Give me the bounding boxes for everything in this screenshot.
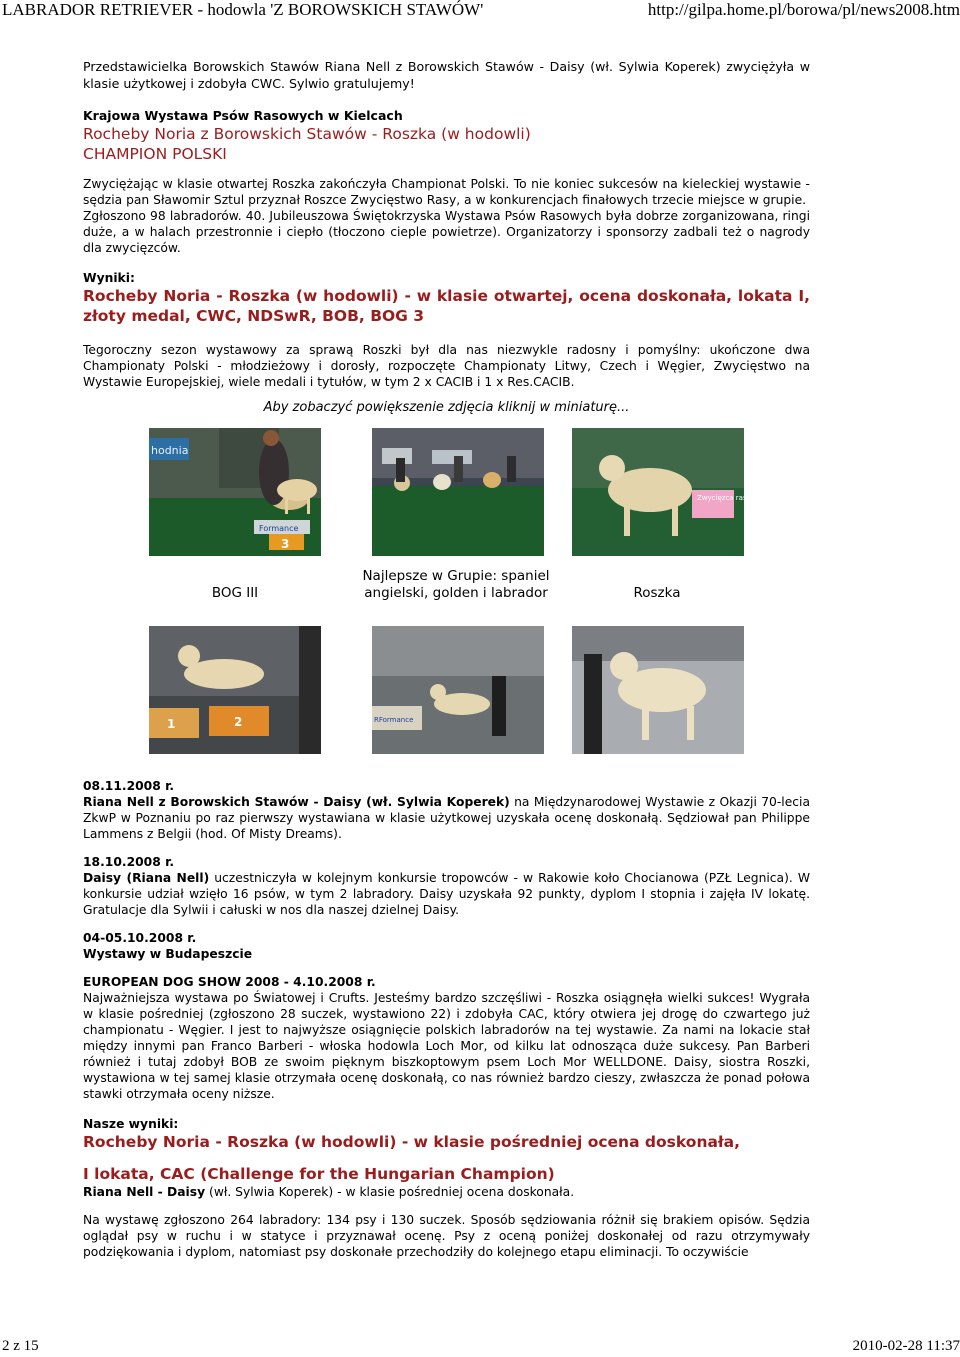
kielce-result: Rocheby Noria - Roszka (w hodowli) - w klasie otwartej, ocena doskonała, lokata I, złoty medal, CWC, NDSwR, BOB, BOG 3 xyxy=(83,287,810,325)
season-paragraph: Tegoroczny sezon wystawowy za sprawą Roszki był dla nas niezwykle radosny i pomyślny: ukończone dwa Championaty Polski - młodzieżowy i dorosły, rozpoczęte Championaty Litwy, Czech i Węgier, Zwycięstwo na Wystawie Europejskiej, wiele medali i tytułów, w tym 2 x CACIB i 1 x Res.CACIB. xyxy=(83,343,810,389)
results-label: Wyniki: xyxy=(83,271,135,285)
kielce-event-title: Krajowa Wystawa Psów Rasowych w Kielcach xyxy=(83,108,403,123)
daisy-text: (wł. Sylwia Koperek) - w klasie pośredniej ocena doskonała. xyxy=(205,1185,575,1199)
champion-heading: CHAMPION POLSKI xyxy=(83,145,227,163)
intro-paragraph: Przedstawicielka Borowskich Stawów Riana Nell z Borowskich Stawów - Daisy (wł. Sylwia Koperek) zwyciężyła w klasie użytkowej i zdobyła CWC. Sylwio gratulujemy! xyxy=(83,59,810,91)
print-footer xyxy=(0,1338,960,1356)
click-hint: Aby zobaczyć powiększenie zdjęcia kliknij w miniaturę... xyxy=(263,400,630,415)
print-datetime: 2010-02-28 11:37 xyxy=(852,1338,960,1354)
photo-bog-iii[interactable] xyxy=(149,428,321,556)
budapest-date: 04-05.10.2008 r. xyxy=(83,931,197,945)
page-content xyxy=(83,58,810,1260)
document-url: http://gilpa.home.pl/borowa/pl/news2008.htm xyxy=(647,0,960,19)
place-1-text: 1 xyxy=(167,717,176,731)
photo-sign-text: hodnia xyxy=(151,444,189,457)
formance-text: Formance xyxy=(259,524,299,533)
daisy-bold: Riana Nell - Daisy xyxy=(83,1185,206,1199)
print-header xyxy=(0,0,960,22)
news-2-bold: Daisy (Riana Nell) xyxy=(83,871,210,885)
caption-bog-iii: BOG III xyxy=(211,585,259,601)
kielce-paragraph-1: Zwyciężając w klasie otwartej Roszka zakończyła Championat Polski. To nie koniec sukcesów na kieleckiej wystawie - sędzia pan Sławomir Sztul przyznał Roszce Zwycięstwo Rasy, a w konkurencjach finałowych trzecie miejsce w grupie. xyxy=(83,177,810,207)
news-2-text: uczestniczyła w kolejnym konkursie tropowców - w Rakowie koło Chocianowa (PZŁ Legnica). W konkursie udział wzięło 16 psów, w tym 2 labradory. Daisy uzyskała 92 punkty, dyplom I stopnia i zajęła IV lokatę. Gratulacje dla Sylwii i całuski w nos dla naszej dzielnej Daisy. xyxy=(83,871,810,917)
place-3-text: 3 xyxy=(281,537,290,551)
photo-ring-3[interactable] xyxy=(572,626,744,754)
budapest-result-1: Rocheby Noria - Roszka (w hodowli) - w klasie pośredniej ocena doskonała, xyxy=(83,1133,741,1151)
page-number: 2 z 15 xyxy=(2,1338,39,1354)
caption-best-in-group: Najlepsze w Grupie: spaniel angielski, golden i labrador xyxy=(362,568,550,601)
photo-roszka[interactable] xyxy=(572,428,751,556)
eds-title: EUROPEAN DOG SHOW 2008 - 4.10.2008 r. xyxy=(83,975,376,989)
news-1-text: na Międzynarodowej Wystawie z Okazji 70-lecia ZkwP w Poznaniu po raz pierwszy wystawiana w klasie użytkowej uzyskała ocenę doskonałą. Sędziował pan Philippe Lammens z Belgii (hod. Of Misty Dreams). xyxy=(83,795,810,841)
news-1-bold: Riana Nell z Borowskich Stawów - Daisy (wł. Sylwia Koperek) xyxy=(83,795,510,809)
rformance-text: RFormance xyxy=(374,716,414,724)
photo-ring-2[interactable] xyxy=(372,626,544,754)
caption-roszka: Roszka xyxy=(633,585,681,601)
winner-text: Zwycięzca rasy xyxy=(697,494,751,502)
news-item-2 xyxy=(83,870,810,918)
budapest-paragraph: Najważniejsza wystawa po Światowej i Crufts. Jesteśmy bardzo szczęśliwi - Roszka osiągnęła wielki sukces! Wygrała w klasie pośredniej (zgłoszono 28 suczek, wystawiono 22) i zdobyła CAC, który otwiera jej drogę do czwartego już championatu - Węgier. I jest to najwyższe osiągnięcie polskich labradorów na tej wystawie. Za nami na lokacie stał między innymi pan Franco Barberi - włoska hodowla Loch Mor, od kilku lat odnosząca duże sukcesy. Pan Barberi również i tutaj zdobył BOB ze swoim pięknym biszkoptowym psem Loch Mor WELLDONE. Daisy, siostra Roszki, wystawiona w tej samej klasie otrzymała ocenę doskonałą, co nas również bardzo cieszy, zwłaszcza że ponad połowa stawki otrzymała oceny niższe. xyxy=(83,991,810,1101)
daisy-result xyxy=(83,1184,810,1200)
kielce-paragraph-2: Zgłoszono 98 labradorów. 40. Jubileuszowa Świętokrzyska Wystawa Psów Rasowych była dobrze zorganizowana, ringi duże, a w halach przestronnie i ciepło (tłoczono cieple powietrze). Organizatorzy i sponsorzy zadbali też o nagrody dla zwycięzców. xyxy=(83,209,810,255)
document-title: LABRADOR RETRIEVER - hodowla 'Z BOROWSKICH STAWÓW' xyxy=(2,0,484,19)
photo-best-in-group[interactable] xyxy=(372,428,544,556)
news-date-2: 18.10.2008 r. xyxy=(83,855,175,869)
news-date-1: 08.11.2008 r. xyxy=(83,779,175,793)
budapest-title: Wystawy w Budapeszcie xyxy=(83,947,253,961)
budapest-last-paragraph: Na wystawę zgłoszono 264 labradory: 134 psy i 130 suczek. Sposób sędziowania różnił się brakiem opisów. Sędzia oglądał psy w ruchu i w statyce i przyznawał ocenę. Psy z oceną poniżej doskonałej od razu otrzymywały podziękowania i dyplom, natomiast psy doskonałe przechodziły do kolejnego etapu eliminacji. To oczywiście xyxy=(83,1213,810,1259)
photo-ring-1[interactable] xyxy=(149,626,321,754)
kielce-dog-line: Rocheby Noria z Borowskich Stawów - Roszka (w hodowli) xyxy=(83,125,531,143)
budapest-result-2: I lokata, CAC (Challenge for the Hungarian Champion) xyxy=(83,1165,555,1183)
news-item-1 xyxy=(83,794,810,842)
photo-gallery xyxy=(83,428,810,768)
our-results-label: Nasze wyniki: xyxy=(83,1117,179,1131)
place-2-text: 2 xyxy=(234,715,243,729)
